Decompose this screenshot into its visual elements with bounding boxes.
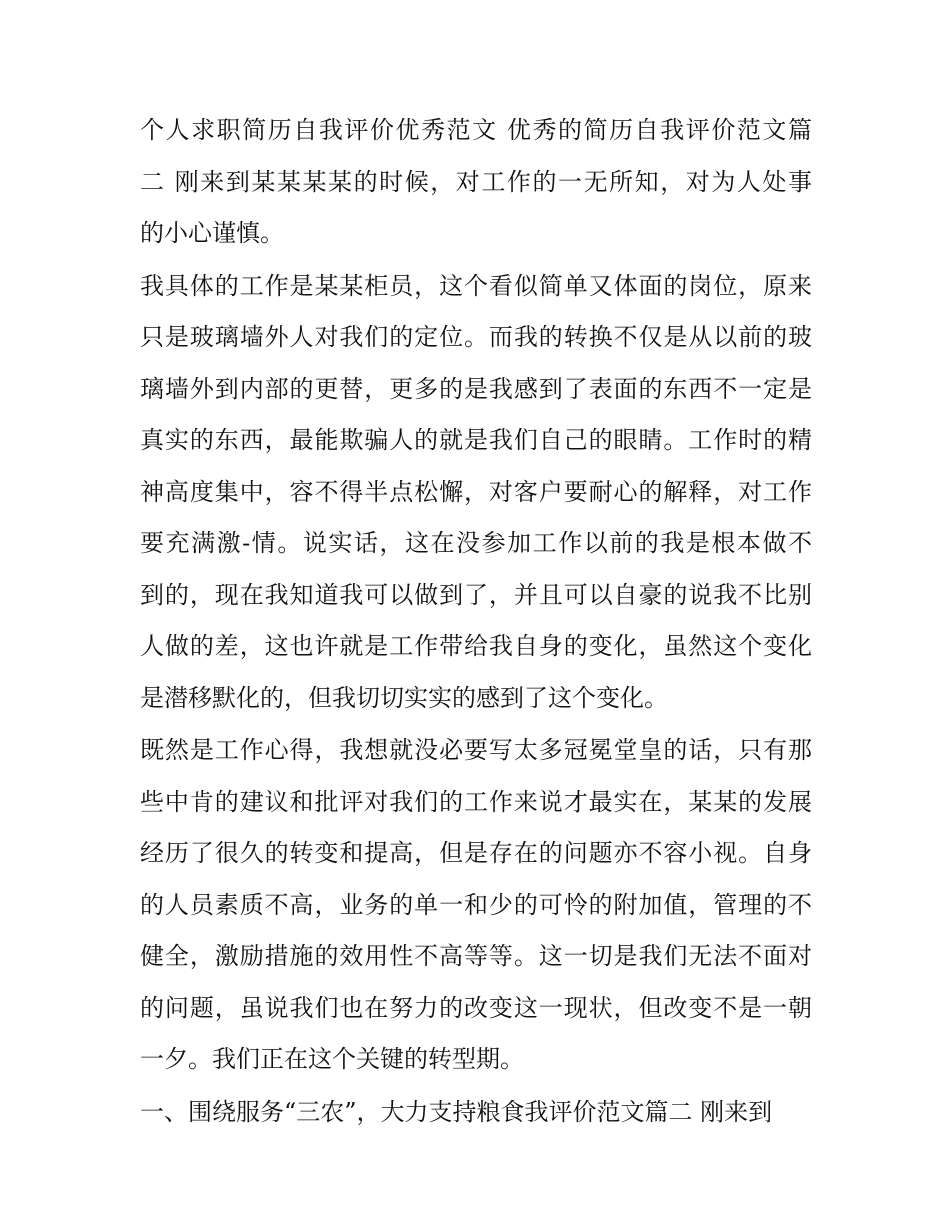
text-line: 是潜移默化的，但我切切实实的感到了这个变化。 [140,683,668,712]
text-line: 人做的差，这也许就是工作带给我自身的变化，虽然这个变化 [140,632,812,660]
text-line: 璃墙外到内部的更替，更多的是我感到了表面的东西不一定是 [140,374,812,403]
text-line: 只是玻璃墙外人对我们的定位。而我的转换不仅是从以前的玻 [140,323,812,351]
text-line: 个人求职简历自我评价优秀范文 优秀的简历自我评价范文篇 [140,116,812,144]
text-line: 我具体的工作是某某柜员，这个看似简单又体面的岗位，原来 [140,271,812,300]
text-line: 到的，现在我知道我可以做到了，并且可以自豪的说我不比别 [140,580,812,609]
document-body [140,105,812,1139]
paragraph-4 [140,1087,812,1139]
text-line: 神高度集中，容不得半点松懈，对客户要耐心的解释，对工作 [140,477,812,506]
text-line: 的小心谨慎。 [140,219,284,247]
text-line: 经历了很久的转变和提高，但是存在的问题亦不容小视。自身 [140,839,812,867]
text-line: 要充满激-情。说实话，这在没参加工作以前的我是根本做不 [140,529,812,557]
text-line: 一夕。我们正在这个关键的转型期。 [140,1045,524,1073]
text-line: 的问题，虽说我们也在努力的改变这一现状，但改变不是一朝 [140,993,812,1022]
text-line: 的人员素质不高，业务的单一和少的可怜的附加值，管理的不 [140,890,812,919]
text-line: 二 刚来到某某某某的时候，对工作的一无所知，对为人处事 [140,167,812,196]
text-line: 既然是工作心得，我想就没必要写太多冠冕堂皇的话，只有那 [140,736,812,764]
text-line: 些中肯的建议和批评对我们的工作来说才最实在，某某的发展 [140,787,812,816]
paragraph-3 [140,725,812,1086]
text-line: 健全，激励措施的效用性不高等等。这一切是我们无法不面对 [140,942,812,970]
paragraph-1 [140,105,812,260]
text-line: 一、围绕服务“三农”，大力支持粮食我评价范文篇二 刚来到 [140,1097,773,1126]
text-line: 真实的东西，最能欺骗人的就是我们自己的眼睛。工作时的精 [140,426,812,454]
paragraph-2 [140,261,812,725]
